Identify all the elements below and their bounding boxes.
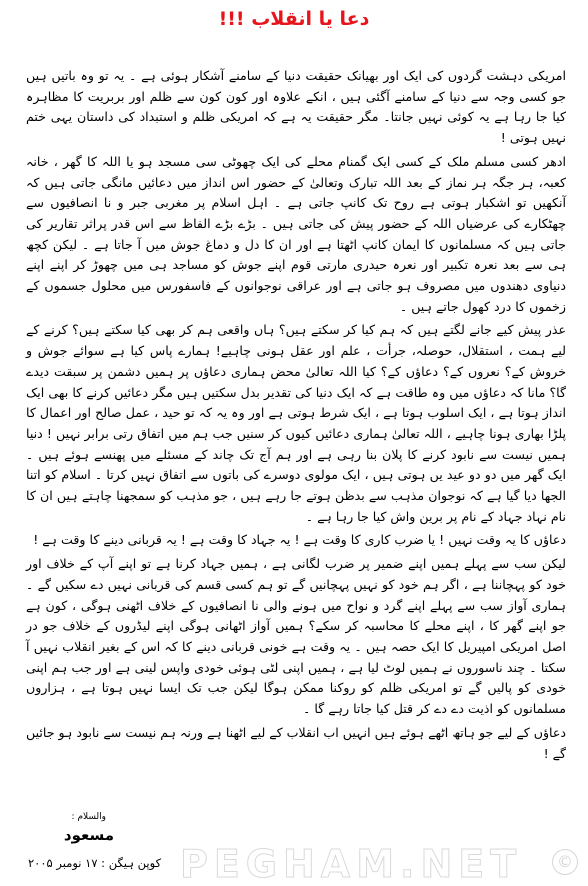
article-body <box>26 66 566 767</box>
article-title: دعا یا انقلاب !!! <box>218 8 370 30</box>
dateline: کوپن ہیگن : ۱۷ نومبر ۲۰۰۵ <box>28 856 162 870</box>
copyright-icon: © <box>552 849 578 875</box>
paragraph: دعاؤں کے لیے جو ہاتھ اٹھے ہوئے ہیں انہیں اب انقلاب کے لیے اٹھنا ہے ورنہ ہم نیست سے نابود ہو جائیں گے ! <box>26 724 566 761</box>
paragraph: ادھر کسی مسلم ملک کے کسی ایک گمنام محلے کی ایک چھوٹی سی مسجد ہو یا اللہ کا گھر ، خانہ کعبہ، ہر جگہ ہر نماز کے بعد اللہ تبارک وتعالیٰ کے حضور اس انداز میں دعائیں مانگی جاتی ہیں کہ آنکھیں تو اشکبار ہوتی ہے روح تک کانپ جاتی ہے ۔ اہل اسلام پر مغربی جبر و نا انصافیوں سے چھٹکارے کی عرضیاں اللہ کے حضور پیش کی جاتی ہیں ۔ بڑے بڑے الفاظ سے اس قدر پراثر تقاریر کی جاتی ہیں کہ مسلمانوں کا ایمان کانپ اٹھتا ہے اور ان کا دل و دماغ جوش میں آ جاتا ہے ۔ لیکن کچھ ہی سے بعد نعرہ تکبیر اور نعرہ حیدری مارتی قوم اپنے جوش کو مساجد ہی میں چھوڑ کر اپنے اپنے دنیاوی دھندوں میں مصروف ہو جاتی ہے اور عراقی نوجوانوں کے فاسفورس میں محلول جسموں کے زخموں کا درد کھول جاتے ہیں ۔ <box>26 153 566 314</box>
site-watermark: PEGHAM.NET <box>180 842 523 886</box>
paragraph: امریکی دہشت گردوں کی ایک اور بھیانک حقیقت دنیا کے سامنے آشکار ہوئی ہے ۔ یہ تو وہ باتیں ہیں جو کسی وجہ سے دنیا کے سامنے آگئی ہیں ، انکے علاوہ اور کون کون سے ظلم اور بربریت کا مظاہرہ کیا جا رہا ہے یہ کوئی نہیں جانتا۔ مگر حقیقت یہ ہے کہ امریکی ظلم و استبداد کی داستان یہی ختم نہیں ہوتی ! <box>26 68 566 146</box>
paragraph: عذر پیش کیے جانے لگتے ہیں کہ ہم کیا کر سکتے ہیں؟ ہاں واقعی ہم کر بھی کیا سکتے ہیں؟ کرنے کے لیے ہمت ، استقلال، حوصلہ، جرأت ، علم اور عقل ہونی چاہیے! ہمارے پاس کیا ہے سوائے جوش و خروش کے؟ نعروں کے؟ دعاؤں کے؟ کیا اللہ تعالیٰ محض ہماری دعاؤں پر ہمیں دشمن پر سبقت دیدے گا؟ مانا کہ دعاؤں میں وہ طاقت ہے کہ ایک دنیا کی تقدیر بدل سکتیں ہیں مگر دعائیں کرنے کا بھی ایک انداز ہوتا ہے ، ایک اسلوب ہوتا ہے ، ایک شرط ہوتی ہے اور وہ یہ کہ تو حید ، عمل صالح اور اعمال کا پلڑا بھاری ہونا چاہیے ، اللہ تعالیٰ ہماری دعائیں کیوں کر سنیں جب ہم میں اتفاق رتی برابر نہیں ! دنیا ہمیں نیست سے نابود کرنے کا پلان بنا رہی ہے اور ہم آج تک چاند کے مسئلے میں پھنسے ہوئے ہیں ۔ ایک گھر میں دو دو عید یں ہوتی ہیں ، ایک مولوی دوسرے کی باتوں سے اتفاق نہیں کرتا ۔ اسلام کو اتنا الجھا دیا گیا ہے کہ نوجوان مذہب سے بدظن ہوتے جا رہے ہیں ، جو مذہب کو سمجھنا چاہتے ہیں ان کا نام نہاد جہاد کے نام پر برین واش کیا جا رہا ہے ۔ <box>26 322 566 524</box>
signature-name: مسعود <box>63 826 114 844</box>
signature-salutation: والسلام : <box>71 812 106 822</box>
paragraph: لیکن سب سے پہلے ہمیں اپنے ضمیر پر ضرب لگانی ہے ، ہمیں جہاد کرنا ہے تو اپنے آپ کے خلاف اور خود کو پہچاننا ہے ، اگر ہم خود کو نہیں پہچانیں گے تو ہم کسی قسم کی قربانی نہیں دے سکیں گے ۔ ہماری آواز سب سے پہلے اپنے گرد و نواح میں ہونے والی نا انصافیوں کے خلاف اٹھنی ہوگی ، کون ہے جو اپنے گھر کا ، اپنے محلے کا محاسبہ کر سکے؟ ہمیں آواز اٹھانی ہوگی اپنے لیڈروں کے خلاف جو در اصل امریکی امپیریل کا ایک حصہ ہیں ۔ یہ وقت ہے خونی قربانی دینے کا کہ اس کے بغیر انقلاب نہیں آ سکتا ۔ چند ناسوروں نے ہمیں لوٹ لیا ہے ، ہمیں اپنی لٹی ہوئی خودی واپس لینی ہے اور جب ہم اپنی خودی کو پالیں گے تو امریکی ظلم کو روکنا ممکن ہوگا لیکن جب تک ایسا نہیں ہوتا ہے ، ہزاروں مسلمانوں کو اذیت دے دے کر قتل کیا جاتا رہے گا ۔ <box>26 556 566 717</box>
paragraph: دعاؤں کا یہ وقت نہیں ! یا ضرب کاری کا وقت ہے ! یہ جہاد کا وقت ہے ! یہ قربانی دینے کا وقت ہے ! <box>33 532 566 548</box>
